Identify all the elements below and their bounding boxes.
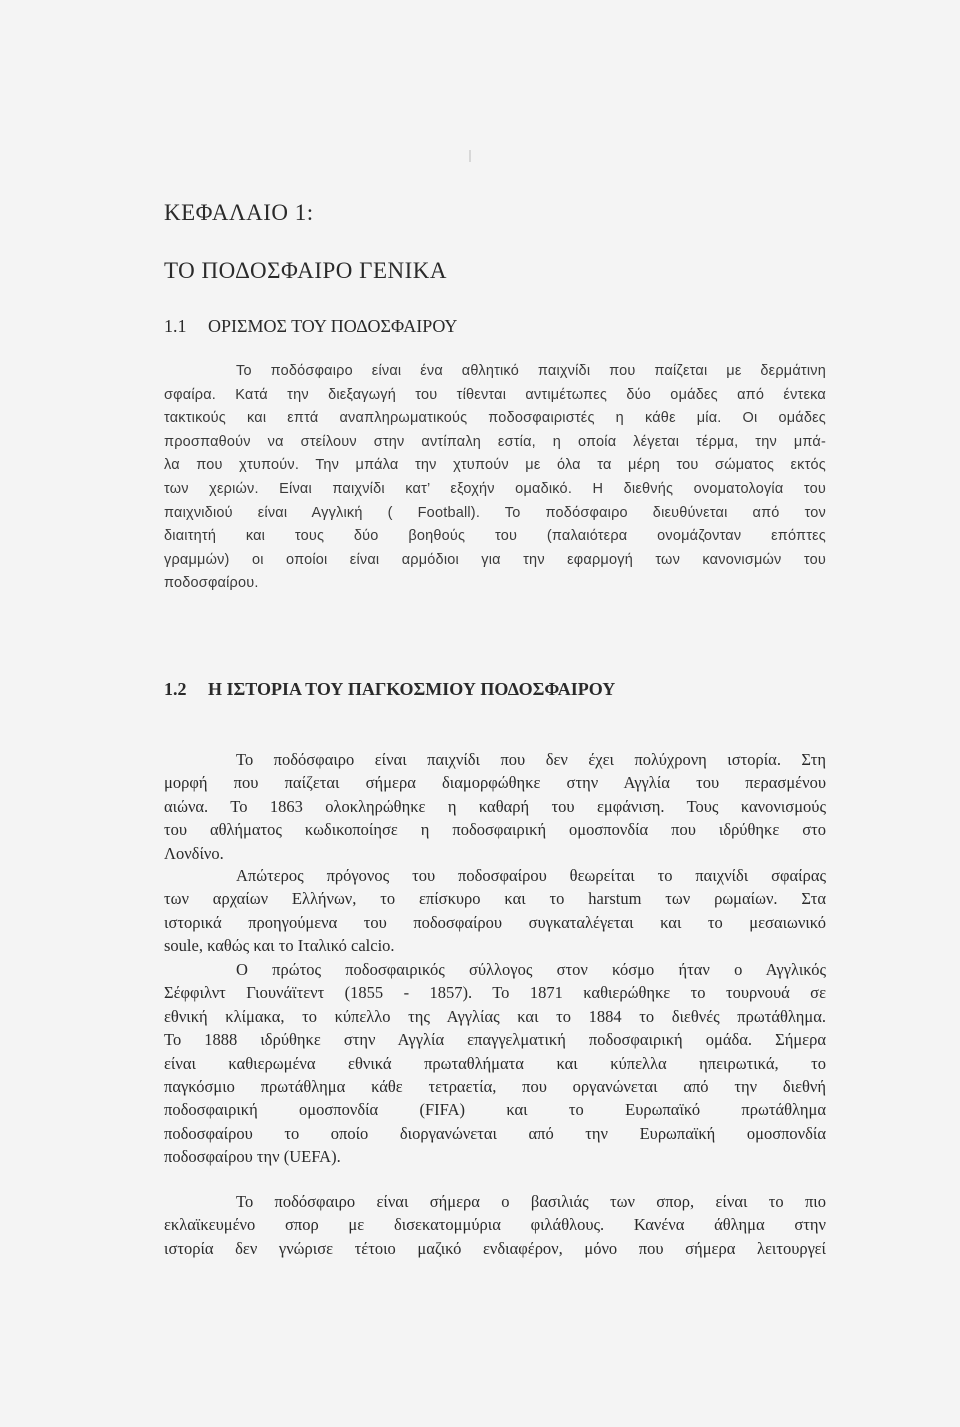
text-line: λα που χτυπούν. Την μπάλα την χτυπούν με όλα τα μέρη του σώματος εκτός	[164, 457, 826, 474]
text-line: αιώνα. Το 1863 ολοκληρώθηκε η καθαρή του εμφάνιση. Τους κανονισμούς	[164, 796, 826, 816]
text-line: παιχνιδιού είναι Αγγλική ( Football). Το ποδόσφαιρο διευθύνεται από τον	[164, 504, 826, 521]
text-line: ποδοσφαίρου.	[164, 575, 259, 592]
text-line: Το ποδόσφαιρο είναι σήμερα ο βασιλιάς των σπορ, είναι το πιο	[236, 1192, 826, 1211]
text-line: ιστορικά προηγούμενα του ποδοσφαίρου συγκαταλέγεται και το μεσαιωνικό	[164, 912, 826, 932]
text-line: μορφή που παίζεται σήμερα διαμορφώθηκε στην Αγγλία του περασμένου	[164, 773, 826, 793]
section-title: ΟΡΙΣΜΟΣ ΤΟΥ ΠΟΔΟΣΦΑΙΡΟΥ	[208, 316, 458, 336]
text-line: Το 1888 ιδρύθηκε στην Αγγλία επαγγελματική ποδοσφαιρική ομάδα. Σήμερα	[164, 1030, 826, 1050]
text-line: είναι καθιερωμένα εθνικά πρωταθλήματα και κύπελλα ηπειρωτικά, το	[164, 1053, 826, 1073]
text-line: των χεριών. Είναι παιχνίδι κατ’ εξοχήν ομαδικό. Η διεθνής ονοματολογία του	[164, 480, 826, 497]
text-line: Το ποδόσφαιρο είναι ένα αθλητικό παιχνίδι που παίζεται με δερμάτινη	[236, 363, 826, 379]
history-paragraph-2	[164, 864, 826, 958]
text-line: του αθλήματος κωδικοποίησε η ποδοσφαιρική ομοσπονδία που ιδρύθηκε στο	[164, 820, 826, 840]
chapter-number: ΚΕΦΑΛΑΙΟ 1:	[164, 200, 314, 225]
section-title: Η ΙΣΤΟΡΙΑ ΤΟΥ ΠΑΓΚΟΣΜΙΟΥ ΠΟΔΟΣΦΑΙΡΟΥ	[208, 679, 616, 699]
text-line: γραμμών) οι οποίοι είναι αρμόδιοι για την εφαρμογή των κανονισμών του	[164, 551, 826, 568]
text-line: Το ποδόσφαιρο είναι παιχνίδι που δεν έχει πολύχρονη ιστορία. Στη	[236, 750, 826, 769]
scan-mark	[469, 150, 471, 162]
text-line: σφαίρα. Κατά την διεξαγωγή του τίθενται αντιμέτωπες δύο ομάδες από έντεκα	[164, 386, 826, 403]
text-line: προσπαθούν να στείλουν στην αντίπαλη εστία, η οποία λέγεται τέρμα, την μπά-	[164, 433, 826, 450]
text-line: εκλαϊκευμένο σπορ με δισεκατομμύρια φιλάθλους. Κανένα άθλημα στην	[164, 1215, 826, 1235]
text-line: Λονδίνο.	[164, 843, 224, 863]
text-line: Απώτερος πρόγονος του ποδοσφαίρου θεωρείται το παιχνίδι σφαίρας	[236, 866, 826, 885]
text-line: Ο πρώτος ποδοσφαιρικός σύλλογος στον κόσμο ήταν ο Αγγλικός	[236, 960, 826, 979]
history-paragraph-3	[164, 958, 826, 1169]
text-line: ποδοσφαίρου το οποίο διοργανώνεται από την Ευρωπαϊκή ομοσπονδία	[164, 1123, 826, 1143]
text-line: ιστορία δεν γνώρισε τέτοιο μαζικό ενδιαφέρον, μόνο που σήμερα λειτουργεί	[164, 1238, 826, 1258]
text-line: ποδοσφαιρική ομοσπονδία (FIFA) και το Ευρωπαϊκό πρωτάθλημα	[164, 1100, 826, 1120]
text-line: των αρχαίων Ελλήνων, το επίσκυρο και το harstum των ρωμαίων. Στα	[164, 889, 826, 909]
text-line: διαιτητή και τους δύο βοηθούς του (παλαιότερα ονομάζονταν επόπτες	[164, 528, 826, 545]
section-1-1-heading	[164, 316, 457, 337]
history-paragraph-1	[164, 748, 826, 865]
chapter-title: ΤΟ ΠΟΔΟΣΦΑΙΡΟ ΓΕΝΙΚΑ	[164, 258, 447, 283]
section-1-2-heading	[164, 679, 615, 700]
section-number: 1.2	[164, 679, 187, 699]
history-paragraph-4	[164, 1190, 826, 1260]
text-line: εθνική κλίμακα, το κύπελλο της Αγγλίας και το 1884 το διεθνές πρωτάθλημα.	[164, 1006, 826, 1026]
text-line: soule, καθώς και το Ιταλικό calcio.	[164, 936, 395, 956]
text-line: παγκόσμιο πρωτάθλημα κάθε τετραετία, που οργανώνεται από την διεθνή	[164, 1077, 826, 1097]
text-line: τακτικούς και επτά αναπληρωματικούς ποδοσφαιριστές η κάθε μία. Οι ομάδες	[164, 410, 826, 427]
section-number: 1.1	[164, 316, 187, 336]
definition-paragraph	[164, 360, 826, 596]
text-line: Σέφφιλντ Γιουνάϊτεντ (1855 - 1857). Το 1871 καθιερώθηκε το τουρνουά σε	[164, 983, 826, 1003]
text-line: ποδοσφαίρου την (UEFA).	[164, 1147, 341, 1167]
